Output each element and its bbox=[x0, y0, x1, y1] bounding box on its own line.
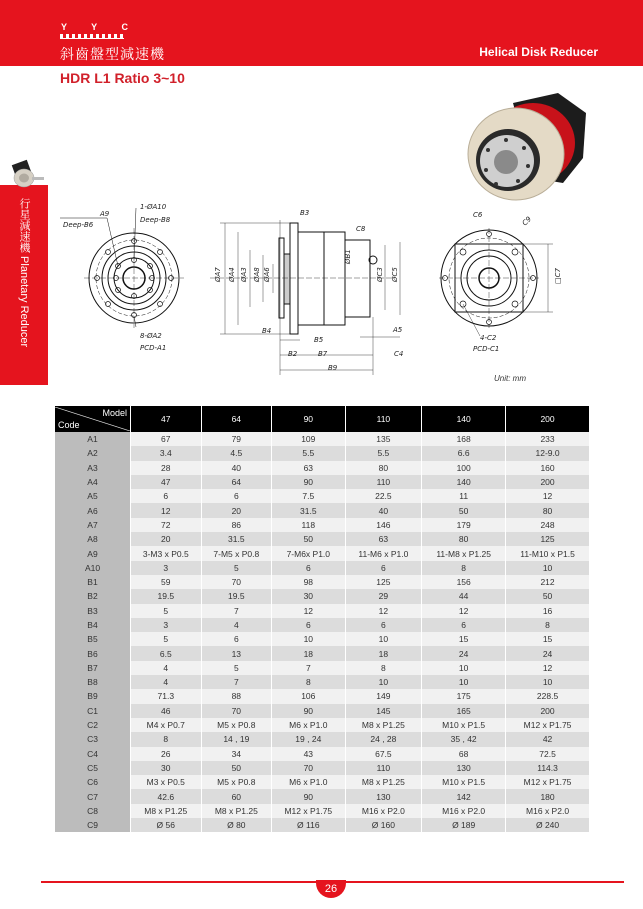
table-cell: 31.5 bbox=[272, 503, 345, 517]
table-row bbox=[55, 575, 590, 589]
row-code: C6 bbox=[55, 775, 131, 789]
table-cell: 8 bbox=[345, 661, 422, 675]
table-row bbox=[55, 747, 590, 761]
row-code: A2 bbox=[55, 446, 131, 460]
table-row bbox=[55, 489, 590, 503]
table-cell: 7-M6x P1.0 bbox=[272, 546, 345, 560]
label-a4: ØA4 bbox=[228, 267, 236, 282]
table-cell: 5 bbox=[201, 661, 272, 675]
table-body bbox=[55, 432, 590, 832]
table-cell: 80 bbox=[422, 532, 506, 546]
table-cell: 3-M3 x P0.5 bbox=[131, 546, 202, 560]
gear-teeth-logo-icon bbox=[60, 34, 124, 39]
table-cell: 3.4 bbox=[131, 446, 202, 460]
table-cell: 35 , 42 bbox=[422, 732, 506, 746]
table-cell: M8 x P1.25 bbox=[345, 718, 422, 732]
table-cell: 12-9.0 bbox=[506, 446, 590, 460]
header-model: Model bbox=[102, 408, 127, 418]
table-cell: 212 bbox=[506, 575, 590, 589]
table-cell: 11-M6 x P1.0 bbox=[345, 546, 422, 560]
table-row bbox=[55, 475, 590, 489]
label-a6: ØA6 bbox=[263, 267, 271, 282]
specification-table bbox=[55, 406, 590, 832]
table-cell: 8 bbox=[422, 561, 506, 575]
table-cell: 10 bbox=[506, 675, 590, 689]
table-cell: 70 bbox=[201, 704, 272, 718]
row-code: B3 bbox=[55, 604, 131, 618]
table-cell: M16 x P2.0 bbox=[506, 804, 590, 818]
table-row bbox=[55, 618, 590, 632]
table-cell: 30 bbox=[131, 761, 202, 775]
table-cell: 5.5 bbox=[345, 446, 422, 460]
table-cell: 7.5 bbox=[272, 489, 345, 503]
table-row bbox=[55, 604, 590, 618]
table-cell: M8 x P1.25 bbox=[131, 804, 202, 818]
table-cell: 6 bbox=[272, 618, 345, 632]
table-cell: 44 bbox=[422, 589, 506, 603]
table-cell: 26 bbox=[131, 747, 202, 761]
table-cell: 67 bbox=[131, 432, 202, 446]
label-4-c2: 4-C2 bbox=[480, 334, 497, 342]
table-cell: 3 bbox=[131, 618, 202, 632]
label-c7: □C7 bbox=[554, 268, 562, 284]
table-cell: M6 x P1.0 bbox=[272, 718, 345, 732]
table-cell: 86 bbox=[201, 518, 272, 532]
table-cell: 4.5 bbox=[201, 446, 272, 460]
table-cell: 63 bbox=[272, 461, 345, 475]
table-cell: 6 bbox=[422, 618, 506, 632]
label-a9: A9 bbox=[100, 210, 110, 218]
table-row bbox=[55, 789, 590, 803]
table-cell: 11-M8 x P1.25 bbox=[422, 546, 506, 560]
table-row bbox=[55, 675, 590, 689]
table-cell: 12 bbox=[506, 489, 590, 503]
label-deep-b8: Deep-B8 bbox=[140, 216, 171, 224]
side-tab-label: 行星減速機 Planetary Reducer bbox=[18, 198, 30, 348]
table-cell: 6.6 bbox=[422, 446, 506, 460]
table-cell: 19.5 bbox=[201, 589, 272, 603]
table-cell: 18 bbox=[345, 646, 422, 660]
table-cell: 13 bbox=[201, 646, 272, 660]
rear-view-drawing bbox=[439, 228, 553, 336]
row-code: C2 bbox=[55, 718, 131, 732]
table-cell: 67.5 bbox=[345, 747, 422, 761]
table-cell: 42.6 bbox=[131, 789, 202, 803]
table-cell: 6 bbox=[201, 632, 272, 646]
table-cell: 88 bbox=[201, 689, 272, 703]
label-a8: ØA8 bbox=[253, 267, 261, 282]
table-cell: M4 x P0.7 bbox=[131, 718, 202, 732]
row-code: A1 bbox=[55, 432, 131, 446]
table-cell: 60 bbox=[201, 789, 272, 803]
table-cell: 6 bbox=[345, 618, 422, 632]
table-cell: 6 bbox=[272, 561, 345, 575]
table-cell: 79 bbox=[201, 432, 272, 446]
table-cell: 114.3 bbox=[506, 761, 590, 775]
table-cell: 7 bbox=[272, 661, 345, 675]
table-cell: 70 bbox=[272, 761, 345, 775]
table-cell: M12 x P1.75 bbox=[506, 718, 590, 732]
table-cell: 109 bbox=[272, 432, 345, 446]
row-code: C8 bbox=[55, 804, 131, 818]
table-cell: 80 bbox=[506, 503, 590, 517]
row-code: B7 bbox=[55, 661, 131, 675]
table-cell: 135 bbox=[345, 432, 422, 446]
table-cell: 50 bbox=[506, 589, 590, 603]
table-cell: 64 bbox=[201, 475, 272, 489]
table-cell: Ø 56 bbox=[131, 818, 202, 832]
table-row bbox=[55, 446, 590, 460]
header-code: Code bbox=[58, 420, 80, 430]
table-cell: 12 bbox=[506, 661, 590, 675]
row-code: B6 bbox=[55, 646, 131, 660]
table-cell: 248 bbox=[506, 518, 590, 532]
table-row bbox=[55, 461, 590, 475]
row-code: B2 bbox=[55, 589, 131, 603]
row-code: A6 bbox=[55, 503, 131, 517]
table-cell: 175 bbox=[422, 689, 506, 703]
model-header: 110 bbox=[345, 406, 422, 432]
table-cell: 5.5 bbox=[272, 446, 345, 460]
table-cell: 233 bbox=[506, 432, 590, 446]
row-code: B1 bbox=[55, 575, 131, 589]
table-cell: 10 bbox=[422, 675, 506, 689]
table-cell: 6.5 bbox=[131, 646, 202, 660]
table-row bbox=[55, 804, 590, 818]
table-cell: 40 bbox=[345, 503, 422, 517]
table-cell: 7 bbox=[201, 675, 272, 689]
table-cell: 71.3 bbox=[131, 689, 202, 703]
table-cell: 228.5 bbox=[506, 689, 590, 703]
technical-drawing bbox=[60, 200, 600, 390]
table-cell: 70 bbox=[201, 575, 272, 589]
table-cell: 15 bbox=[506, 632, 590, 646]
label-b9: B9 bbox=[328, 364, 338, 372]
table-cell: 4 bbox=[131, 675, 202, 689]
table-cell: 156 bbox=[422, 575, 506, 589]
table-row bbox=[55, 661, 590, 675]
table-cell: 5 bbox=[201, 561, 272, 575]
label-c5: ØC5 bbox=[391, 267, 399, 282]
table-cell: 90 bbox=[272, 475, 345, 489]
table-cell: 12 bbox=[345, 604, 422, 618]
label-8-a2: 8-ØA2 bbox=[140, 332, 162, 340]
table-cell: 28 bbox=[131, 461, 202, 475]
label-c3: ØC3 bbox=[376, 267, 384, 282]
table-cell: 11-M10 x P1.5 bbox=[506, 546, 590, 560]
row-code: C3 bbox=[55, 732, 131, 746]
table-cell: 31.5 bbox=[201, 532, 272, 546]
table-cell: 10 bbox=[272, 632, 345, 646]
table-cell: 125 bbox=[506, 532, 590, 546]
row-code: A4 bbox=[55, 475, 131, 489]
product-subtitle: HDR L1 Ratio 3~10 bbox=[60, 70, 185, 86]
label-pcd-a1: PCD-A1 bbox=[140, 344, 167, 352]
label-b3: B3 bbox=[300, 209, 310, 217]
table-cell: 34 bbox=[201, 747, 272, 761]
table-cell: 6 bbox=[345, 561, 422, 575]
table-row bbox=[55, 561, 590, 575]
table-row bbox=[55, 718, 590, 732]
table-cell: 100 bbox=[422, 461, 506, 475]
label-c8: C8 bbox=[356, 225, 366, 233]
model-header: 200 bbox=[506, 406, 590, 432]
table-cell: M5 x P0.8 bbox=[201, 718, 272, 732]
page-number: 26 bbox=[316, 880, 346, 898]
planetary-reducer-thumbnail-icon bbox=[6, 158, 46, 194]
table-cell: 165 bbox=[422, 704, 506, 718]
helical-disk-reducer-photo bbox=[458, 88, 588, 208]
table-cell: 68 bbox=[422, 747, 506, 761]
label-1-a10: 1-ØA10 bbox=[140, 203, 167, 211]
table-cell: 24 bbox=[506, 646, 590, 660]
yyc-logo: Y Y C bbox=[61, 22, 140, 32]
table-cell: 20 bbox=[131, 532, 202, 546]
table-cell: 72.5 bbox=[506, 747, 590, 761]
table-cell: 130 bbox=[345, 789, 422, 803]
table-cell: 10 bbox=[506, 561, 590, 575]
side-view-drawing bbox=[210, 220, 400, 375]
table-cell: 110 bbox=[345, 761, 422, 775]
table-cell: 180 bbox=[506, 789, 590, 803]
row-code: C9 bbox=[55, 818, 131, 832]
table-cell: 10 bbox=[345, 675, 422, 689]
table-row bbox=[55, 818, 590, 832]
table-cell: 19 , 24 bbox=[272, 732, 345, 746]
label-c9: C9 bbox=[520, 215, 534, 228]
table-cell: 149 bbox=[345, 689, 422, 703]
table-cell: 46 bbox=[131, 704, 202, 718]
table-header-row bbox=[55, 406, 590, 432]
table-row bbox=[55, 432, 590, 446]
table-cell: M10 x P1.5 bbox=[422, 775, 506, 789]
table-cell: 6 bbox=[201, 489, 272, 503]
corner-header bbox=[55, 406, 131, 432]
table-cell: M12 x P1.75 bbox=[506, 775, 590, 789]
table-cell: 118 bbox=[272, 518, 345, 532]
row-code: A8 bbox=[55, 532, 131, 546]
table-cell: M12 x P1.75 bbox=[272, 804, 345, 818]
table-cell: 90 bbox=[272, 789, 345, 803]
table-cell: 18 bbox=[272, 646, 345, 660]
label-c4: C4 bbox=[394, 350, 404, 358]
table-cell: 24 , 28 bbox=[345, 732, 422, 746]
table-cell: 50 bbox=[422, 503, 506, 517]
table-cell: 160 bbox=[506, 461, 590, 475]
table-cell: 22.5 bbox=[345, 489, 422, 503]
table-cell: 5 bbox=[131, 632, 202, 646]
row-code: B9 bbox=[55, 689, 131, 703]
table-cell: 7 bbox=[201, 604, 272, 618]
table-cell: Ø 160 bbox=[345, 818, 422, 832]
table-cell: 125 bbox=[345, 575, 422, 589]
page-header bbox=[0, 0, 643, 66]
label-b7: B7 bbox=[318, 350, 328, 358]
chinese-title: 斜齒盤型減速機 bbox=[60, 46, 165, 62]
table-row bbox=[55, 732, 590, 746]
table-row bbox=[55, 646, 590, 660]
label-b4: B4 bbox=[262, 327, 272, 335]
model-header: 64 bbox=[201, 406, 272, 432]
table-cell: 30 bbox=[272, 589, 345, 603]
table-cell: M10 x P1.5 bbox=[422, 718, 506, 732]
table-row bbox=[55, 546, 590, 560]
table-cell: 10 bbox=[422, 661, 506, 675]
model-header: 140 bbox=[422, 406, 506, 432]
table-cell: 145 bbox=[345, 704, 422, 718]
row-code: C4 bbox=[55, 747, 131, 761]
table-cell: 8 bbox=[272, 675, 345, 689]
table-cell: 42 bbox=[506, 732, 590, 746]
table-cell: 8 bbox=[506, 618, 590, 632]
table-cell: 5 bbox=[131, 604, 202, 618]
label-deep-b6: Deep-B6 bbox=[63, 221, 94, 229]
table-cell: 6 bbox=[131, 489, 202, 503]
table-row bbox=[55, 532, 590, 546]
table-cell: M8 x P1.25 bbox=[201, 804, 272, 818]
table-cell: M8 x P1.25 bbox=[345, 775, 422, 789]
table-cell: 29 bbox=[345, 589, 422, 603]
table-cell: 146 bbox=[345, 518, 422, 532]
table-cell: 130 bbox=[422, 761, 506, 775]
table-cell: 106 bbox=[272, 689, 345, 703]
unit-label: Unit: mm bbox=[494, 374, 526, 383]
row-code: A5 bbox=[55, 489, 131, 503]
row-code: A10 bbox=[55, 561, 131, 575]
table-cell: 200 bbox=[506, 475, 590, 489]
row-code: A7 bbox=[55, 518, 131, 532]
table-row bbox=[55, 775, 590, 789]
table-cell: 12 bbox=[422, 604, 506, 618]
table-cell: 19.5 bbox=[131, 589, 202, 603]
table-row bbox=[55, 503, 590, 517]
label-a7: ØA7 bbox=[214, 267, 222, 282]
row-code: B8 bbox=[55, 675, 131, 689]
row-code: B5 bbox=[55, 632, 131, 646]
table-cell: Ø 240 bbox=[506, 818, 590, 832]
table-cell: 16 bbox=[506, 604, 590, 618]
table-cell: 43 bbox=[272, 747, 345, 761]
table-cell: 24 bbox=[422, 646, 506, 660]
table-cell: 200 bbox=[506, 704, 590, 718]
table-cell: 7-M5 x P0.8 bbox=[201, 546, 272, 560]
table-cell: 168 bbox=[422, 432, 506, 446]
table-cell: 3 bbox=[131, 561, 202, 575]
label-b5: B5 bbox=[314, 336, 324, 344]
label-c6: C6 bbox=[473, 211, 483, 219]
table-cell: M5 x P0.8 bbox=[201, 775, 272, 789]
table-cell: 8 bbox=[131, 732, 202, 746]
table-row bbox=[55, 704, 590, 718]
model-header: 90 bbox=[272, 406, 345, 432]
table-cell: M6 x P1.0 bbox=[272, 775, 345, 789]
row-code: C5 bbox=[55, 761, 131, 775]
row-code: B4 bbox=[55, 618, 131, 632]
table-cell: 179 bbox=[422, 518, 506, 532]
table-cell: 142 bbox=[422, 789, 506, 803]
table-row bbox=[55, 589, 590, 603]
table-row bbox=[55, 632, 590, 646]
table-row bbox=[55, 518, 590, 532]
label-a3: ØA3 bbox=[240, 267, 248, 282]
table-row bbox=[55, 689, 590, 703]
table-cell: 40 bbox=[201, 461, 272, 475]
table-cell: 47 bbox=[131, 475, 202, 489]
table-cell: 4 bbox=[131, 661, 202, 675]
table-cell: 12 bbox=[131, 503, 202, 517]
row-code: A3 bbox=[55, 461, 131, 475]
table-cell: 59 bbox=[131, 575, 202, 589]
row-code: C7 bbox=[55, 789, 131, 803]
table-cell: 11 bbox=[422, 489, 506, 503]
table-cell: Ø 116 bbox=[272, 818, 345, 832]
table-cell: M16 x P2.0 bbox=[422, 804, 506, 818]
table-cell: 12 bbox=[272, 604, 345, 618]
table-cell: 50 bbox=[272, 532, 345, 546]
table-cell: M3 x P0.5 bbox=[131, 775, 202, 789]
model-header: 47 bbox=[131, 406, 202, 432]
table-cell: 63 bbox=[345, 532, 422, 546]
table-cell: M16 x P2.0 bbox=[345, 804, 422, 818]
table-cell: 50 bbox=[201, 761, 272, 775]
table-cell: Ø 80 bbox=[201, 818, 272, 832]
table-cell: 90 bbox=[272, 704, 345, 718]
table-cell: 72 bbox=[131, 518, 202, 532]
label-b1: ØB1 bbox=[344, 249, 352, 264]
table-cell: 110 bbox=[345, 475, 422, 489]
label-a5: A5 bbox=[393, 326, 403, 334]
table-cell: 10 bbox=[345, 632, 422, 646]
row-code: A9 bbox=[55, 546, 131, 560]
table-cell: 20 bbox=[201, 503, 272, 517]
table-cell: 15 bbox=[422, 632, 506, 646]
english-title: Helical Disk Reducer bbox=[479, 45, 598, 59]
table-cell: 4 bbox=[201, 618, 272, 632]
table-cell: Ø 189 bbox=[422, 818, 506, 832]
table-row bbox=[55, 761, 590, 775]
table-cell: 14 , 19 bbox=[201, 732, 272, 746]
table-cell: 140 bbox=[422, 475, 506, 489]
label-pcd-c1: PCD-C1 bbox=[473, 345, 500, 353]
label-b2: B2 bbox=[288, 350, 298, 358]
table-cell: 80 bbox=[345, 461, 422, 475]
table-cell: 98 bbox=[272, 575, 345, 589]
row-code: C1 bbox=[55, 704, 131, 718]
